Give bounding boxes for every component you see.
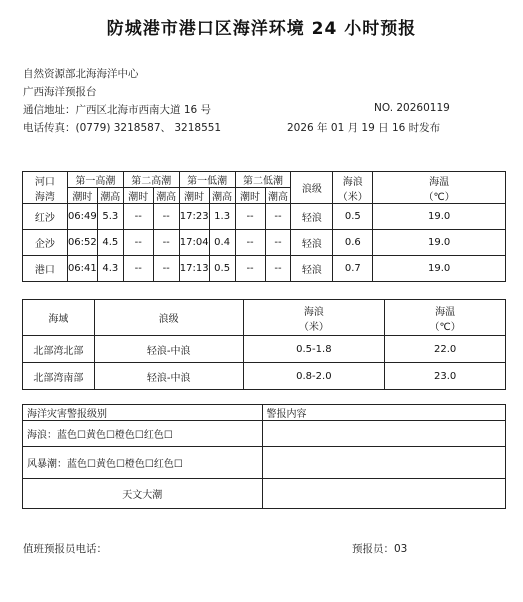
sea-temp-cell: 23.0 [385, 363, 506, 390]
tide-cell: 0.4 [209, 230, 235, 256]
sub-header: 潮高 [265, 188, 291, 204]
table-row [23, 204, 506, 230]
sea-temp-cell: 19.0 [373, 256, 506, 282]
tide-cell: 06:49 [67, 204, 97, 230]
tide-cell: 06:41 [67, 256, 97, 282]
phone-fax: 电话传真：(0779) 3218587、 3218551 [23, 122, 222, 134]
tide-cell: -- [153, 204, 179, 230]
sea-temp-cell: 19.0 [373, 204, 506, 230]
page-title: 防城港市港口区海洋环境 24 小时预报 [106, 19, 417, 39]
sub-header: 潮时 [123, 188, 153, 204]
table-row [23, 230, 506, 256]
port-cell: 港口 [23, 256, 68, 282]
tide-cell: 17:04 [179, 230, 209, 256]
tide-cell: 17:23 [179, 204, 209, 230]
wave-height-header: 海浪 （米） [243, 300, 385, 336]
alert-content-header: 警报内容 [262, 405, 505, 421]
group-header: 第一低潮 [179, 172, 235, 188]
port-cell: 企沙 [23, 230, 68, 256]
tide-cell: 06:52 [67, 230, 97, 256]
sub-header: 潮高 [209, 188, 235, 204]
table-row [23, 256, 506, 282]
tide-cell: 5.3 [97, 204, 123, 230]
group-header: 第一高潮 [67, 172, 123, 188]
tide-cell: -- [153, 230, 179, 256]
tide-cell: -- [123, 230, 153, 256]
tide-cell: -- [153, 256, 179, 282]
wave-alert-levels: 海浪：蓝色☐黄色☐橙色☐红色☐ [23, 421, 263, 447]
storm-surge-alert-levels: 风暴潮：蓝色☐黄色☐橙色☐红色☐ [23, 447, 263, 479]
tide-cell: 4.5 [97, 230, 123, 256]
port-cell: 红沙 [23, 204, 68, 230]
tide-cell: -- [265, 230, 291, 256]
marine-alert-table [22, 404, 506, 509]
sea-temp-cell: 22.0 [385, 336, 506, 363]
wave-level-header: 浪级 [291, 172, 333, 204]
address: 通信地址：广西区北海市西南大道 16 号 [23, 104, 212, 116]
sub-header: 潮时 [179, 188, 209, 204]
wave-height-cell: 0.5-1.8 [243, 336, 385, 363]
group-header: 第二高潮 [123, 172, 179, 188]
wave-level-cell: 轻浪 [291, 230, 333, 256]
level-cell: 轻浪-中浪 [94, 336, 243, 363]
doc-number: NO. 20260119 [374, 102, 450, 114]
tide-cell: 4.3 [97, 256, 123, 282]
astronomical-tide-content [262, 479, 505, 509]
area-header: 海域 [23, 300, 95, 336]
level-header: 浪级 [94, 300, 243, 336]
tide-cell: 0.5 [209, 256, 235, 282]
station-name: 广西海洋预报台 [23, 86, 97, 98]
wave-alert-content [262, 421, 505, 447]
area-cell: 北部湾南部 [23, 363, 95, 390]
tide-cell: -- [265, 256, 291, 282]
wave-height-header: 海浪 （米） [333, 172, 373, 204]
area-cell: 北部湾北部 [23, 336, 95, 363]
astronomical-tide-label: 天文大潮 [23, 479, 263, 509]
sea-area-forecast-table [22, 299, 506, 390]
duty-forecaster-phone: 值班预报员电话： [23, 543, 107, 555]
sea-temp-cell: 19.0 [373, 230, 506, 256]
table-row [23, 336, 506, 363]
wave-height-cell: 0.5 [333, 204, 373, 230]
tide-cell: -- [235, 230, 265, 256]
tide-cell: -- [123, 204, 153, 230]
alert-category-header: 海洋灾害警报级别 [23, 405, 263, 421]
forecaster-id: 预报员：03 [352, 543, 408, 555]
level-cell: 轻浪-中浪 [94, 363, 243, 390]
wave-level-cell: 轻浪 [291, 204, 333, 230]
wave-height-cell: 0.7 [333, 256, 373, 282]
tide-forecast-table [22, 171, 506, 282]
sub-header: 潮高 [97, 188, 123, 204]
wave-level-cell: 轻浪 [291, 256, 333, 282]
storm-surge-alert-content [262, 447, 505, 479]
sub-header: 潮时 [67, 188, 97, 204]
tide-cell: -- [235, 256, 265, 282]
group-header: 第二低潮 [235, 172, 291, 188]
wave-height-cell: 0.8-2.0 [243, 363, 385, 390]
sea-temp-header: 海温 （℃） [385, 300, 506, 336]
tide-cell: 1.3 [209, 204, 235, 230]
sea-temp-header: 海温 （℃） [373, 172, 506, 204]
tide-cell: -- [265, 204, 291, 230]
sub-header: 潮时 [235, 188, 265, 204]
table-row [23, 363, 506, 390]
tide-cell: -- [235, 204, 265, 230]
sub-header: 潮高 [153, 188, 179, 204]
org-name: 自然资源部北海海洋中心 [23, 68, 139, 80]
issue-time: 2026 年 01 月 19 日 16 时发布 [287, 122, 441, 134]
tide-cell: 17:13 [179, 256, 209, 282]
port-header: 河口 海湾 [23, 172, 68, 204]
wave-height-cell: 0.6 [333, 230, 373, 256]
tide-cell: -- [123, 256, 153, 282]
